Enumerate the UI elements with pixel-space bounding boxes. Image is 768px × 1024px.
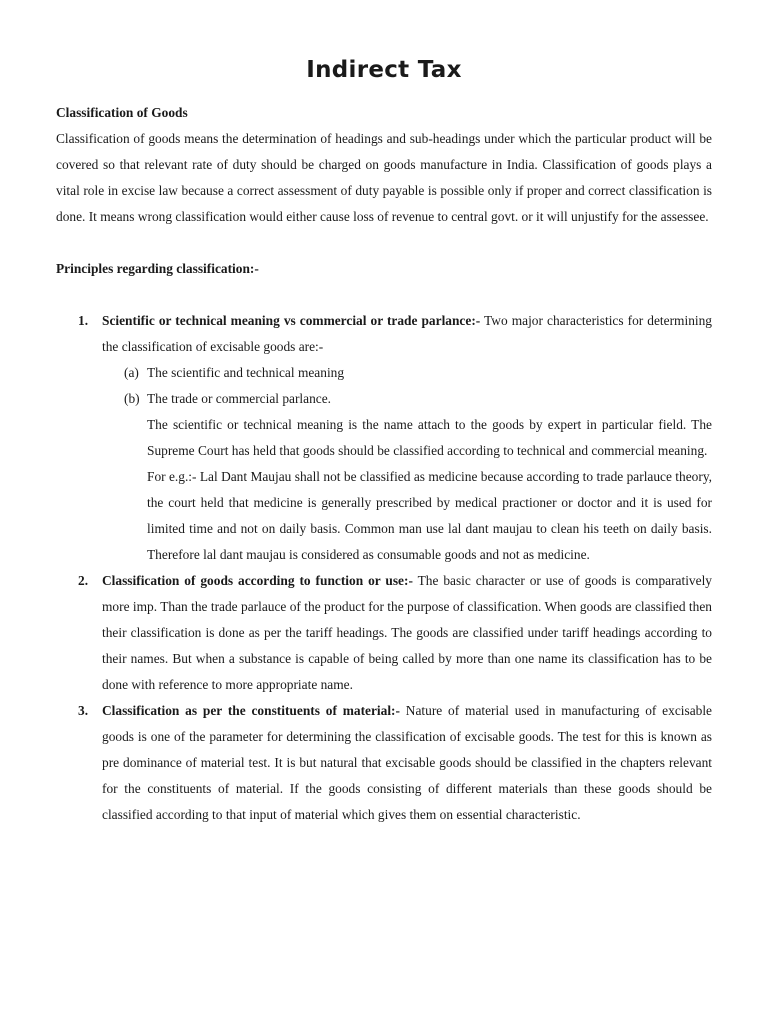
sub-item-text: The trade or commercial parlance. [147,391,332,406]
principle-lead: Scientific or technical meaning vs commercial or trade parlance:- [102,313,481,328]
principle-item [56,568,712,698]
principle-item [56,698,712,828]
document-title: Indirect Tax [306,57,462,83]
principle-item [56,308,712,568]
sub-item-marker: (a) [124,365,139,380]
principle-text: The basic character or use of goods is comparatively more imp. Than the trade parlauce of the product for the purpose of classification. When goods are classified then their classification is done as per the tariff headings. The goods are classified under tariff headings according to their names. But when a substance is capable of being called by more than one name its classification has to be done with reference to more appropriate name. [102,573,712,692]
sub-item-text: The scientific and technical meaning [147,365,345,380]
principle-lead: Classification as per the constituents of material:- [102,703,400,718]
principle-text: Nature of material used in manufacturing of excisable goods is one of the parameter for determining the classification of excisable goods. The test for this is known as pre dominance of material test. It is but natural that excisable goods should be classified in the chapters relevant for the constituents of material. If the goods consisting of different materials than these goods should be classified according to that input of material which gives them on essential characteristic. [102,703,712,822]
principle-number: 2. [78,573,89,588]
section-heading: Classification of Goods [56,105,188,120]
intro-paragraph: Classification of goods means the determination of headings and sub-headings under which the particular product will be covered so that relevant rate of duty should be charged on goods manufacture in India. Classification of goods plays a vital role in excise law because a correct assessment of duty payable is possible only if proper and correct classification is done. It means wrong classification would either cause loss of revenue to central govt. or it will unjustify for the assessee. [56,131,712,224]
principles-heading: Principles regarding classification:- [56,261,259,276]
sub-item-list [102,360,712,412]
principles-list [56,308,712,828]
document-page [56,52,712,828]
sub-item [102,360,712,386]
principle-example: For e.g.:- Lal Dant Maujau shall not be classified as medicine because according to trade parlauce theory, the court held that medicine is generally prescribed by medical practioner or doctor and it is used for limited time and not on daily basis. Common man use lal dant maujau to clean his teeth on daily basis. Therefore lal dant maujau is considered as consumable goods and not as medicine. [147,469,712,562]
principle-detail: The scientific or technical meaning is the name attach to the goods by expert in particular field. The Supreme Court has held that goods should be classified according to technical and commercial meaning. [147,417,712,458]
principle-text: Two major characteristics for determining the classification of excisable goods are:- [102,313,712,354]
principle-number: 3. [78,703,89,718]
sub-item [102,386,712,412]
principle-number: 1. [78,313,89,328]
principle-lead: Classification of goods according to function or use:- [102,573,413,588]
sub-item-marker: (b) [124,391,140,406]
